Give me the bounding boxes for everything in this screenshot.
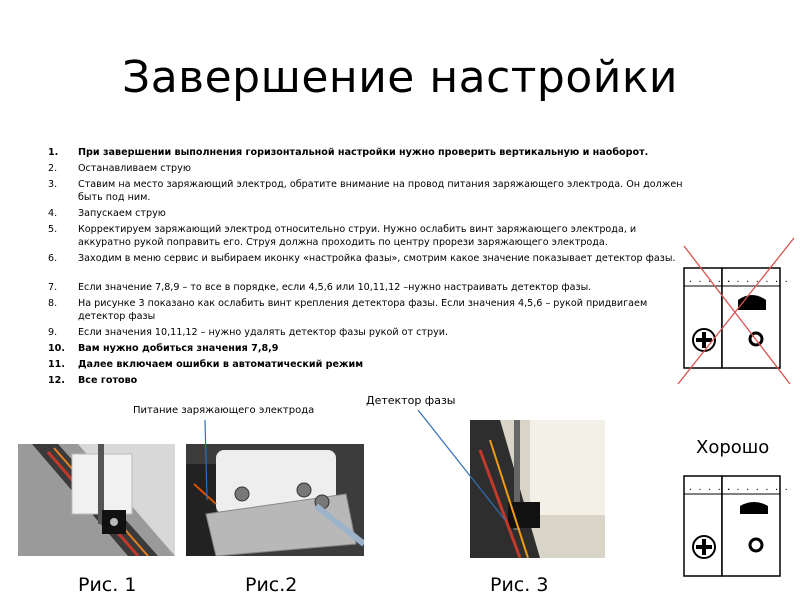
caption-fig1: Рис. 1 (78, 574, 137, 596)
step-text: Если значение 7,8,9 – то все в порядке, если 4,5,6 или 10,11,12 –нужно настраивать детектор фазы. (78, 282, 592, 293)
page-title: Завершение настройки (121, 52, 679, 103)
step-number: 6. (48, 253, 58, 264)
step-number: 12. (48, 375, 65, 386)
step-number: 4. (48, 208, 58, 219)
phase-detector-label: Детектор фазы (366, 394, 456, 407)
step-text: Вам нужно добиться значения 7,8,9 (78, 343, 279, 354)
charging-power-label: Питание заряжающего электрода (133, 405, 315, 416)
step-number: 7. (48, 282, 58, 293)
caption-fig2: Рис.2 (245, 574, 298, 596)
step-number: 5. (48, 224, 58, 235)
step-text: На рисунке 3 показано как ослабить винт крепления детектора фазы. Если значения 4,5,6 – рукой придвигаем детектор фазы (78, 298, 648, 322)
step-text: Корректируем заряжающий электрод относительно струи. Нужно ослабить винт заряжающего электрода, и аккуратно рукой поправить его. Струя должна проходить по центру прорези заряжающего электрода. (78, 224, 637, 248)
step-number: 2. (48, 163, 58, 174)
step-number: 1. (48, 147, 59, 158)
diagram-dots: · · · · · · · (726, 485, 789, 494)
step-number: 10. (48, 343, 65, 354)
step-text: Все готово (78, 375, 138, 386)
good-label: Хорошо (696, 437, 770, 458)
step-number: 3. (48, 179, 58, 190)
detector-pointer-line (418, 410, 505, 520)
diagram-dots: · · · · · (688, 277, 732, 286)
diagram-dots: · · · · · · · (726, 277, 789, 286)
caption-fig3: Рис. 3 (490, 574, 549, 596)
step-text: Ставим на место заряжающий электрод, обратите внимание на провод питания заряжающего электрода. Он должен быть под ним. (78, 179, 683, 203)
step-text: Запускаем струю (78, 208, 166, 219)
step-text: Останавливаем струю (78, 163, 191, 174)
step-number: 9. (48, 327, 58, 338)
step-text: Если значения 10,11,12 – нужно удалять детектор фазы рукой от струи. (78, 327, 449, 338)
charging-pointer-line (205, 420, 207, 500)
diagram-dots: · · · · · (688, 485, 732, 494)
step-number: 8. (48, 298, 58, 309)
step-number: 11. (48, 359, 65, 370)
step-text: При завершении выполнения горизонтальной настройки нужно проверить вертикальную и наоборот. (78, 147, 649, 158)
step-text: Заходим в меню сервис и выбираем иконку «настройка фазы», смотрим какое значение показывает детектор фазы. (78, 253, 676, 264)
step-text: Далее включаем ошибки в автоматический режим (78, 359, 364, 370)
